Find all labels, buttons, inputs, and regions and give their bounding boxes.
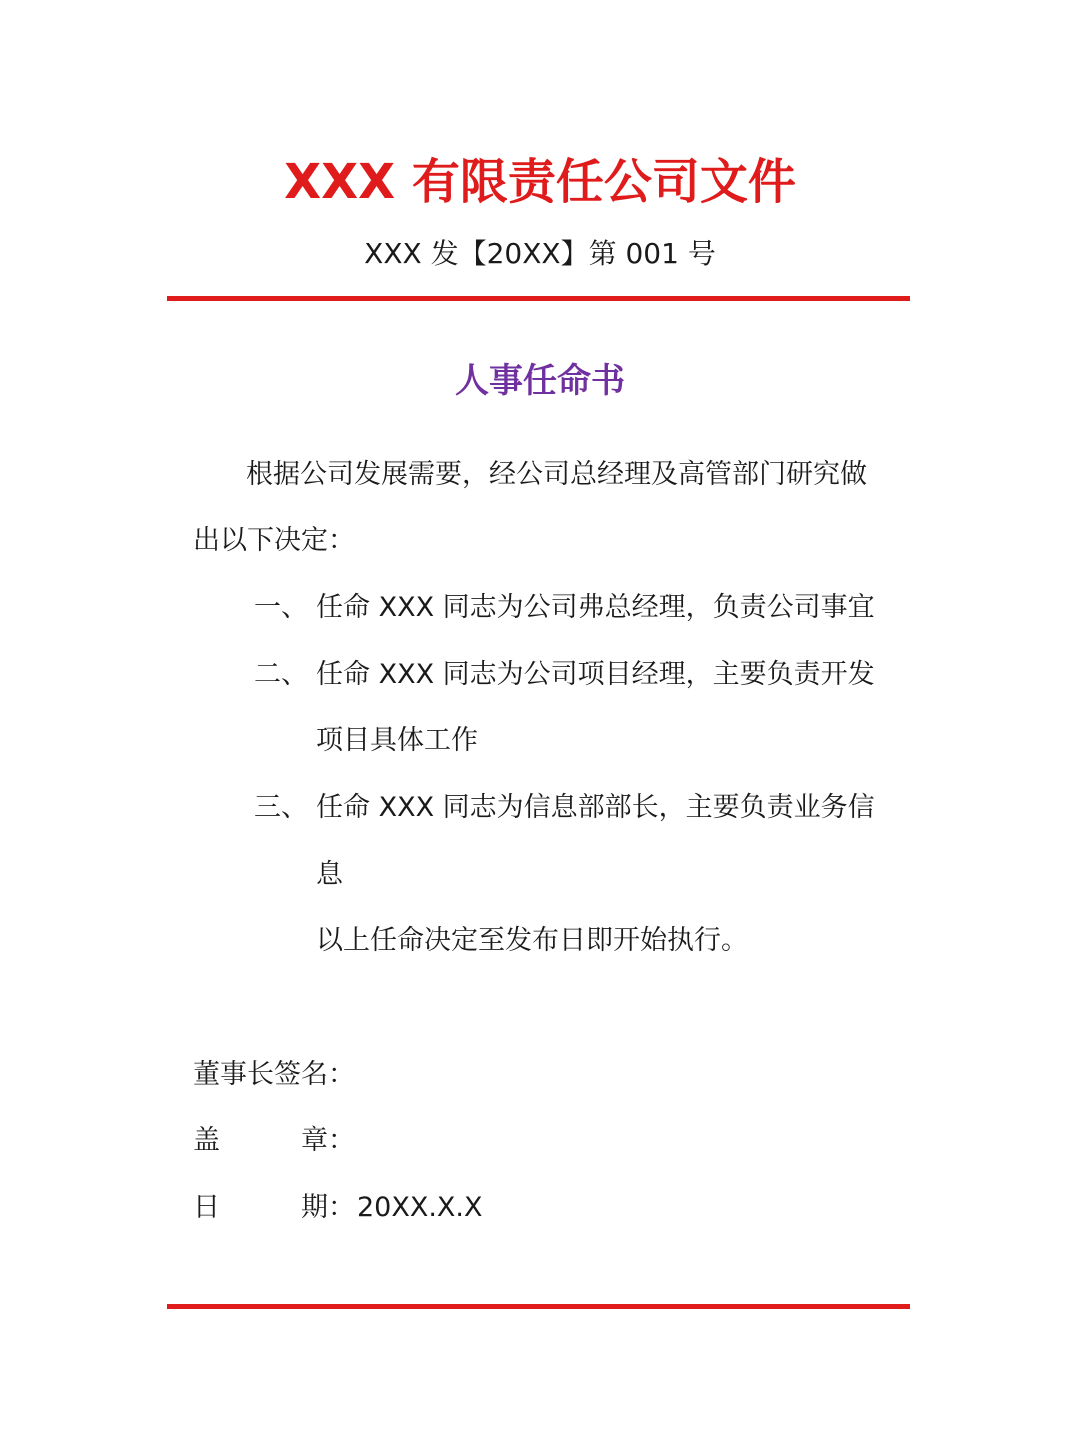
list-item-2-number: 二、 [254, 659, 308, 690]
list-item-1-number: 一、 [254, 592, 308, 623]
intro-line-1: 根据公司发展需要，经公司总经理及高管部门研究做 [246, 459, 867, 490]
list-item-3-line-2: 息 [316, 859, 343, 890]
seal-label-char-2: 章： [301, 1125, 355, 1156]
section-title: 人事任命书 [455, 361, 625, 401]
header-divider [167, 296, 910, 301]
intro-line-2: 出以下决定： [193, 525, 355, 556]
document-number: XXX 发【20XX】第 001 号 [364, 237, 716, 270]
list-item-3-line-1: 任命 XXX 同志为信息部部长，主要负责业务信 [316, 792, 875, 823]
date-value: 20XX.X.X [357, 1192, 483, 1223]
chairman-signature-label: 董事长签名： [193, 1059, 355, 1090]
footer-divider [167, 1304, 910, 1309]
list-item-2-line-1: 任命 XXX 同志为公司项目经理，主要负责开发 [316, 659, 875, 690]
list-item-3-number: 三、 [254, 792, 308, 823]
date-label-char-1: 日 [193, 1192, 220, 1223]
date-label-char-2: 期： [301, 1192, 355, 1223]
closing-statement: 以上任命决定至发布日即开始执行。 [316, 925, 748, 956]
list-item-2-line-2: 项目具体工作 [316, 725, 478, 756]
seal-label-char-1: 盖 [193, 1125, 220, 1156]
list-item-1-line-1: 任命 XXX 同志为公司弗总经理，负责公司事宜 [316, 592, 875, 623]
document-header-title: XXX 有限责任公司文件 [284, 154, 796, 210]
